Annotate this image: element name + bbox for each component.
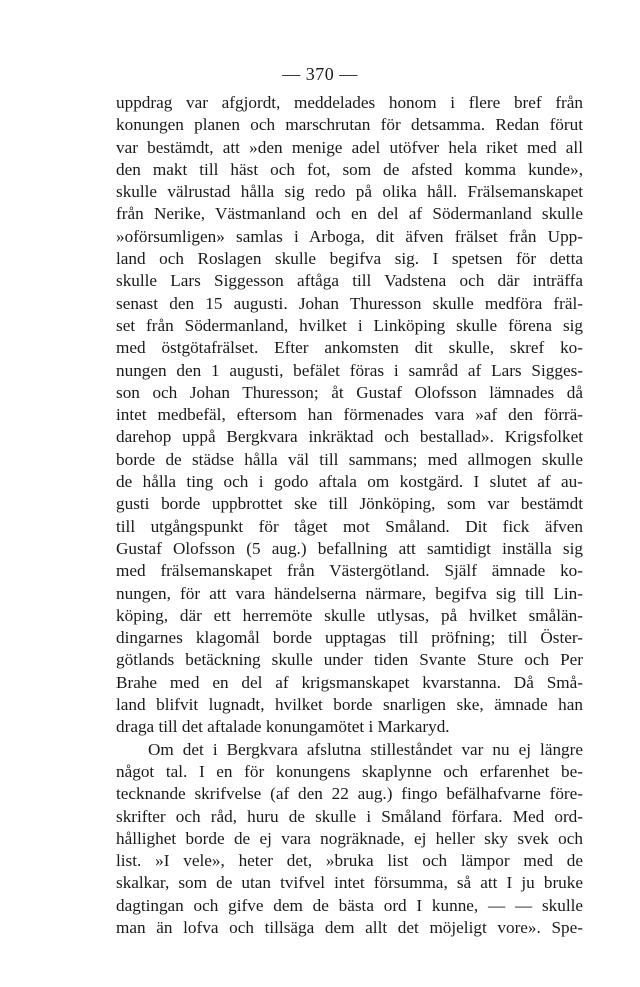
text-line: nungen den 1 augusti, befälet föras i samråd af Lars Sigges-: [116, 360, 583, 380]
text-line: med frälsemanskapet från Västergötland. Själf ämnade ko-: [116, 561, 583, 581]
text-line: skalkar, som de utan tvifvel intet försumma, så att I ju bruke: [116, 873, 583, 893]
text-line: list. »I vele», heter det, »bruka list och lämpor med de: [116, 851, 583, 871]
text-line: set från Södermanland, hvilket i Linköping skulle förena sig: [116, 315, 583, 335]
text-line: dagtingan och gifve dem de bästa ord I kunne, — — skulle: [116, 895, 583, 915]
text-line: hållighet borde de ej vara nogräknade, ej heller sky svek och: [116, 828, 583, 848]
text-line: från Nerike, Västmanland och en del af Södermanland skulle: [116, 204, 583, 224]
text-line: draga till det aftalade konungamötet i Markaryd.: [116, 717, 450, 737]
text-line: Om det i Bergkvara afslutna stilleståndet var nu ej längre: [148, 739, 583, 759]
text-line: konungen planen och marschrutan för detsamma. Redan förut: [116, 115, 583, 135]
text-line: skulle Lars Siggesson aftåga till Vadstena och där inträffa: [116, 271, 583, 291]
text-line: något tal. I en för konungens skaplynne och erfarenhet be-: [116, 761, 583, 781]
text-line: darehop uppå Bergkvara inkräktad och bestallad». Krigsfolket: [116, 427, 583, 447]
page-number: — 370 —: [282, 64, 358, 84]
text-line: till utgångspunkt för tåget mot Småland. Dit fick äfven: [116, 516, 583, 536]
text-line: de hålla ting och i godo aftala om kostgärd. I slutet af au-: [116, 472, 583, 492]
text-line: köping, där ett herremöte skulle utlysas, på hvilket smålän-: [116, 605, 583, 625]
text-line: var bestämdt, att »den menige adel utöfver hela riket med all: [116, 137, 583, 157]
text-line: skrifter och råd, huru de skulle i Småland förfara. Med ord-: [116, 806, 583, 826]
body-text: [116, 92, 583, 939]
text-line: Brahe med en del af krigsmanskapet kvarstanna. Då Små-: [116, 672, 583, 692]
text-line: götlands betäckning skulle under tiden Svante Sture och Per: [116, 650, 583, 670]
text-line: nungen, för att vara händelserna närmare, begifva sig till Lin-: [116, 583, 583, 603]
text-line: »oförsumligen» samlas i Arboga, dit äfven frälset från Upp-: [116, 226, 583, 246]
text-line: tecknande skrifvelse (af den 22 aug.) fingo befälhafvarne före-: [116, 784, 583, 804]
text-line: land blifvit lugnadt, hvilket borde snarligen ske, ämnade han: [116, 695, 583, 715]
text-line: Gustaf Olofsson (5 aug.) befallning att samtidigt inställa sig: [116, 538, 583, 558]
text-line: man än lofva och tillsäga dem allt det möjeligt vore». Spe-: [116, 917, 583, 937]
text-line: borde de städse hålla väl till sammans; med allmogen skulle: [116, 449, 583, 469]
paragraph: [116, 739, 583, 940]
text-line: senast den 15 augusti. Johan Thuresson skulle medföra fräl-: [116, 293, 583, 313]
text-line: uppdrag var afgjordt, meddelades honom i flere bref från: [116, 93, 583, 112]
text-line: med östgötafrälset. Efter ankomsten dit skulle, skref ko-: [116, 338, 583, 358]
text-line: den makt till häst och fot, som de afsted komma kunde»,: [116, 159, 583, 179]
text-line: intet medbefäl, eftersom han förmenades vara »af den förrä-: [116, 405, 583, 425]
text-line: gusti borde uppbrottet ske till Jönköping, som var bestämdt: [116, 494, 583, 514]
text-line: land och Roslagen skulle begifva sig. I spetsen för detta: [116, 249, 583, 269]
paragraph: [116, 92, 583, 739]
text-line: dingarnes klagomål borde upptagas till pröfning; till Öster-: [116, 628, 583, 648]
text-line: son och Johan Thuresson; åt Gustaf Olofsson lämnades då: [116, 382, 583, 402]
text-line: skulle välrustad hålla sig redo på olika håll. Frälsemanskapet: [116, 182, 583, 202]
